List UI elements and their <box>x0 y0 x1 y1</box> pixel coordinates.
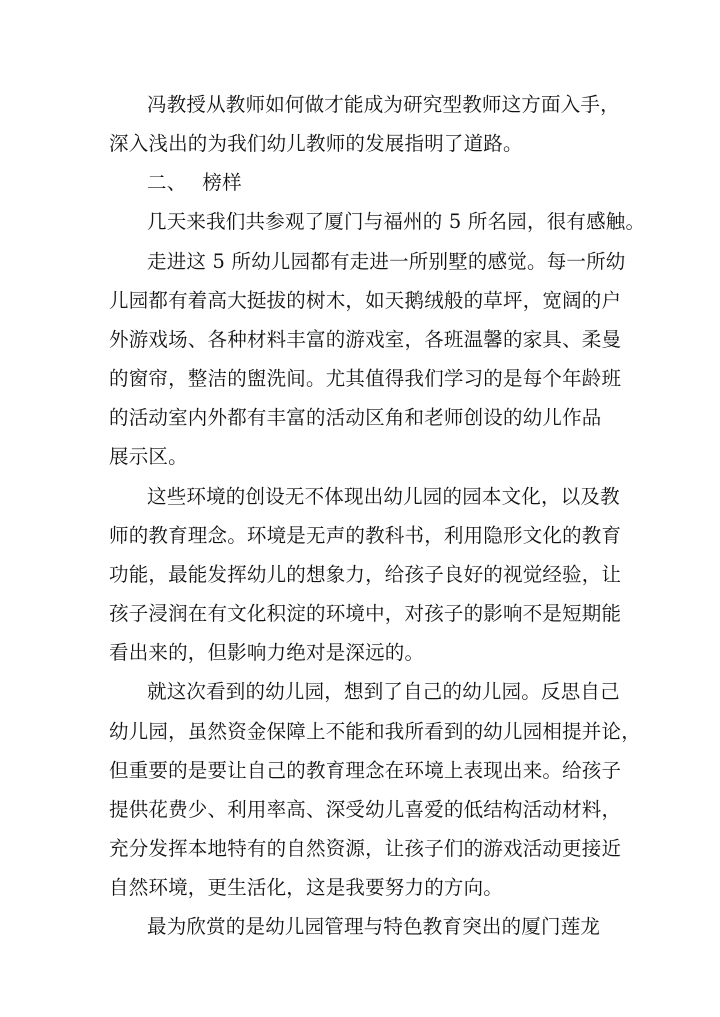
paragraph-4-line-2: 师的教育理念。环境是无声的教科书，利用隐形文化的教育 <box>109 524 622 547</box>
paragraph-1-line-1: 冯教授从教师如何做才能成为研究型教师这方面入手， <box>147 93 620 116</box>
section-heading-text: 榜样 <box>202 171 242 194</box>
paragraph-6-line-1: 最为欣赏的是幼儿园管理与特色教育突出的厦门莲龙 <box>147 915 601 938</box>
paragraph-3-line-3: 外游戏场、各种材料丰富的游戏室，各班温馨的家具、柔曼 <box>109 328 622 351</box>
paragraph-5-line-4: 提供花费少、利用率高、深受幼儿喜爱的低结构活动材料， <box>109 798 622 821</box>
paragraph-5-line-2: 幼儿园，虽然资金保障上不能和我所看到的幼儿园相提并论， <box>109 720 641 743</box>
paragraph-4-line-1: 这些环境的创设无不体现出幼儿园的园本文化，以及教 <box>147 485 620 508</box>
paragraph-4-line-3: 功能，最能发挥幼儿的想象力，给孩子良好的视觉经验，让 <box>109 563 622 586</box>
paragraph-3-line-2: 儿园都有着高大挺拔的树木，如天鹅绒般的草坪，宽阔的户 <box>109 289 622 312</box>
section-heading <box>147 171 242 195</box>
paragraph-5-line-5: 充分发挥本地特有的自然资源，让孩子们的游戏活动更接近 <box>109 837 622 860</box>
paragraph-2-line-1: 几天来我们共参观了厦门与福州的 5 所名园，很有感触。 <box>147 210 646 233</box>
paragraph-5-line-3: 但重要的是要让自己的教育理念在环境上表现出来。给孩子 <box>109 759 622 782</box>
paragraph-4-line-5: 看出来的，但影响力绝对是深远的。 <box>109 641 425 664</box>
paragraph-1-line-2: 深入浅出的为我们幼儿教师的发展指明了道路。 <box>109 132 523 155</box>
paragraph-3-line-1: 走进这 5 所幼儿园都有走进一所别墅的感觉。每一所幼 <box>147 250 626 273</box>
paragraph-5-line-1: 就这次看到的幼儿园，想到了自己的幼儿园。反思自己 <box>147 680 620 703</box>
paragraph-4-line-4: 孩子浸润在有文化积淀的环境中，对孩子的影响不是短期能 <box>109 602 622 625</box>
section-heading-number: 二、 <box>147 171 187 194</box>
paragraph-5-line-6: 自然环境，更生活化，这是我要努力的方向。 <box>109 876 504 899</box>
paragraph-3-line-5: 的活动室内外都有丰富的活动区角和老师创设的幼儿作品 <box>109 406 602 429</box>
paragraph-3-line-4: 的窗帘，整洁的盥洗间。尤其值得我们学习的是每个年龄班 <box>109 367 622 390</box>
paragraph-3-line-6: 展示区。 <box>109 445 188 468</box>
